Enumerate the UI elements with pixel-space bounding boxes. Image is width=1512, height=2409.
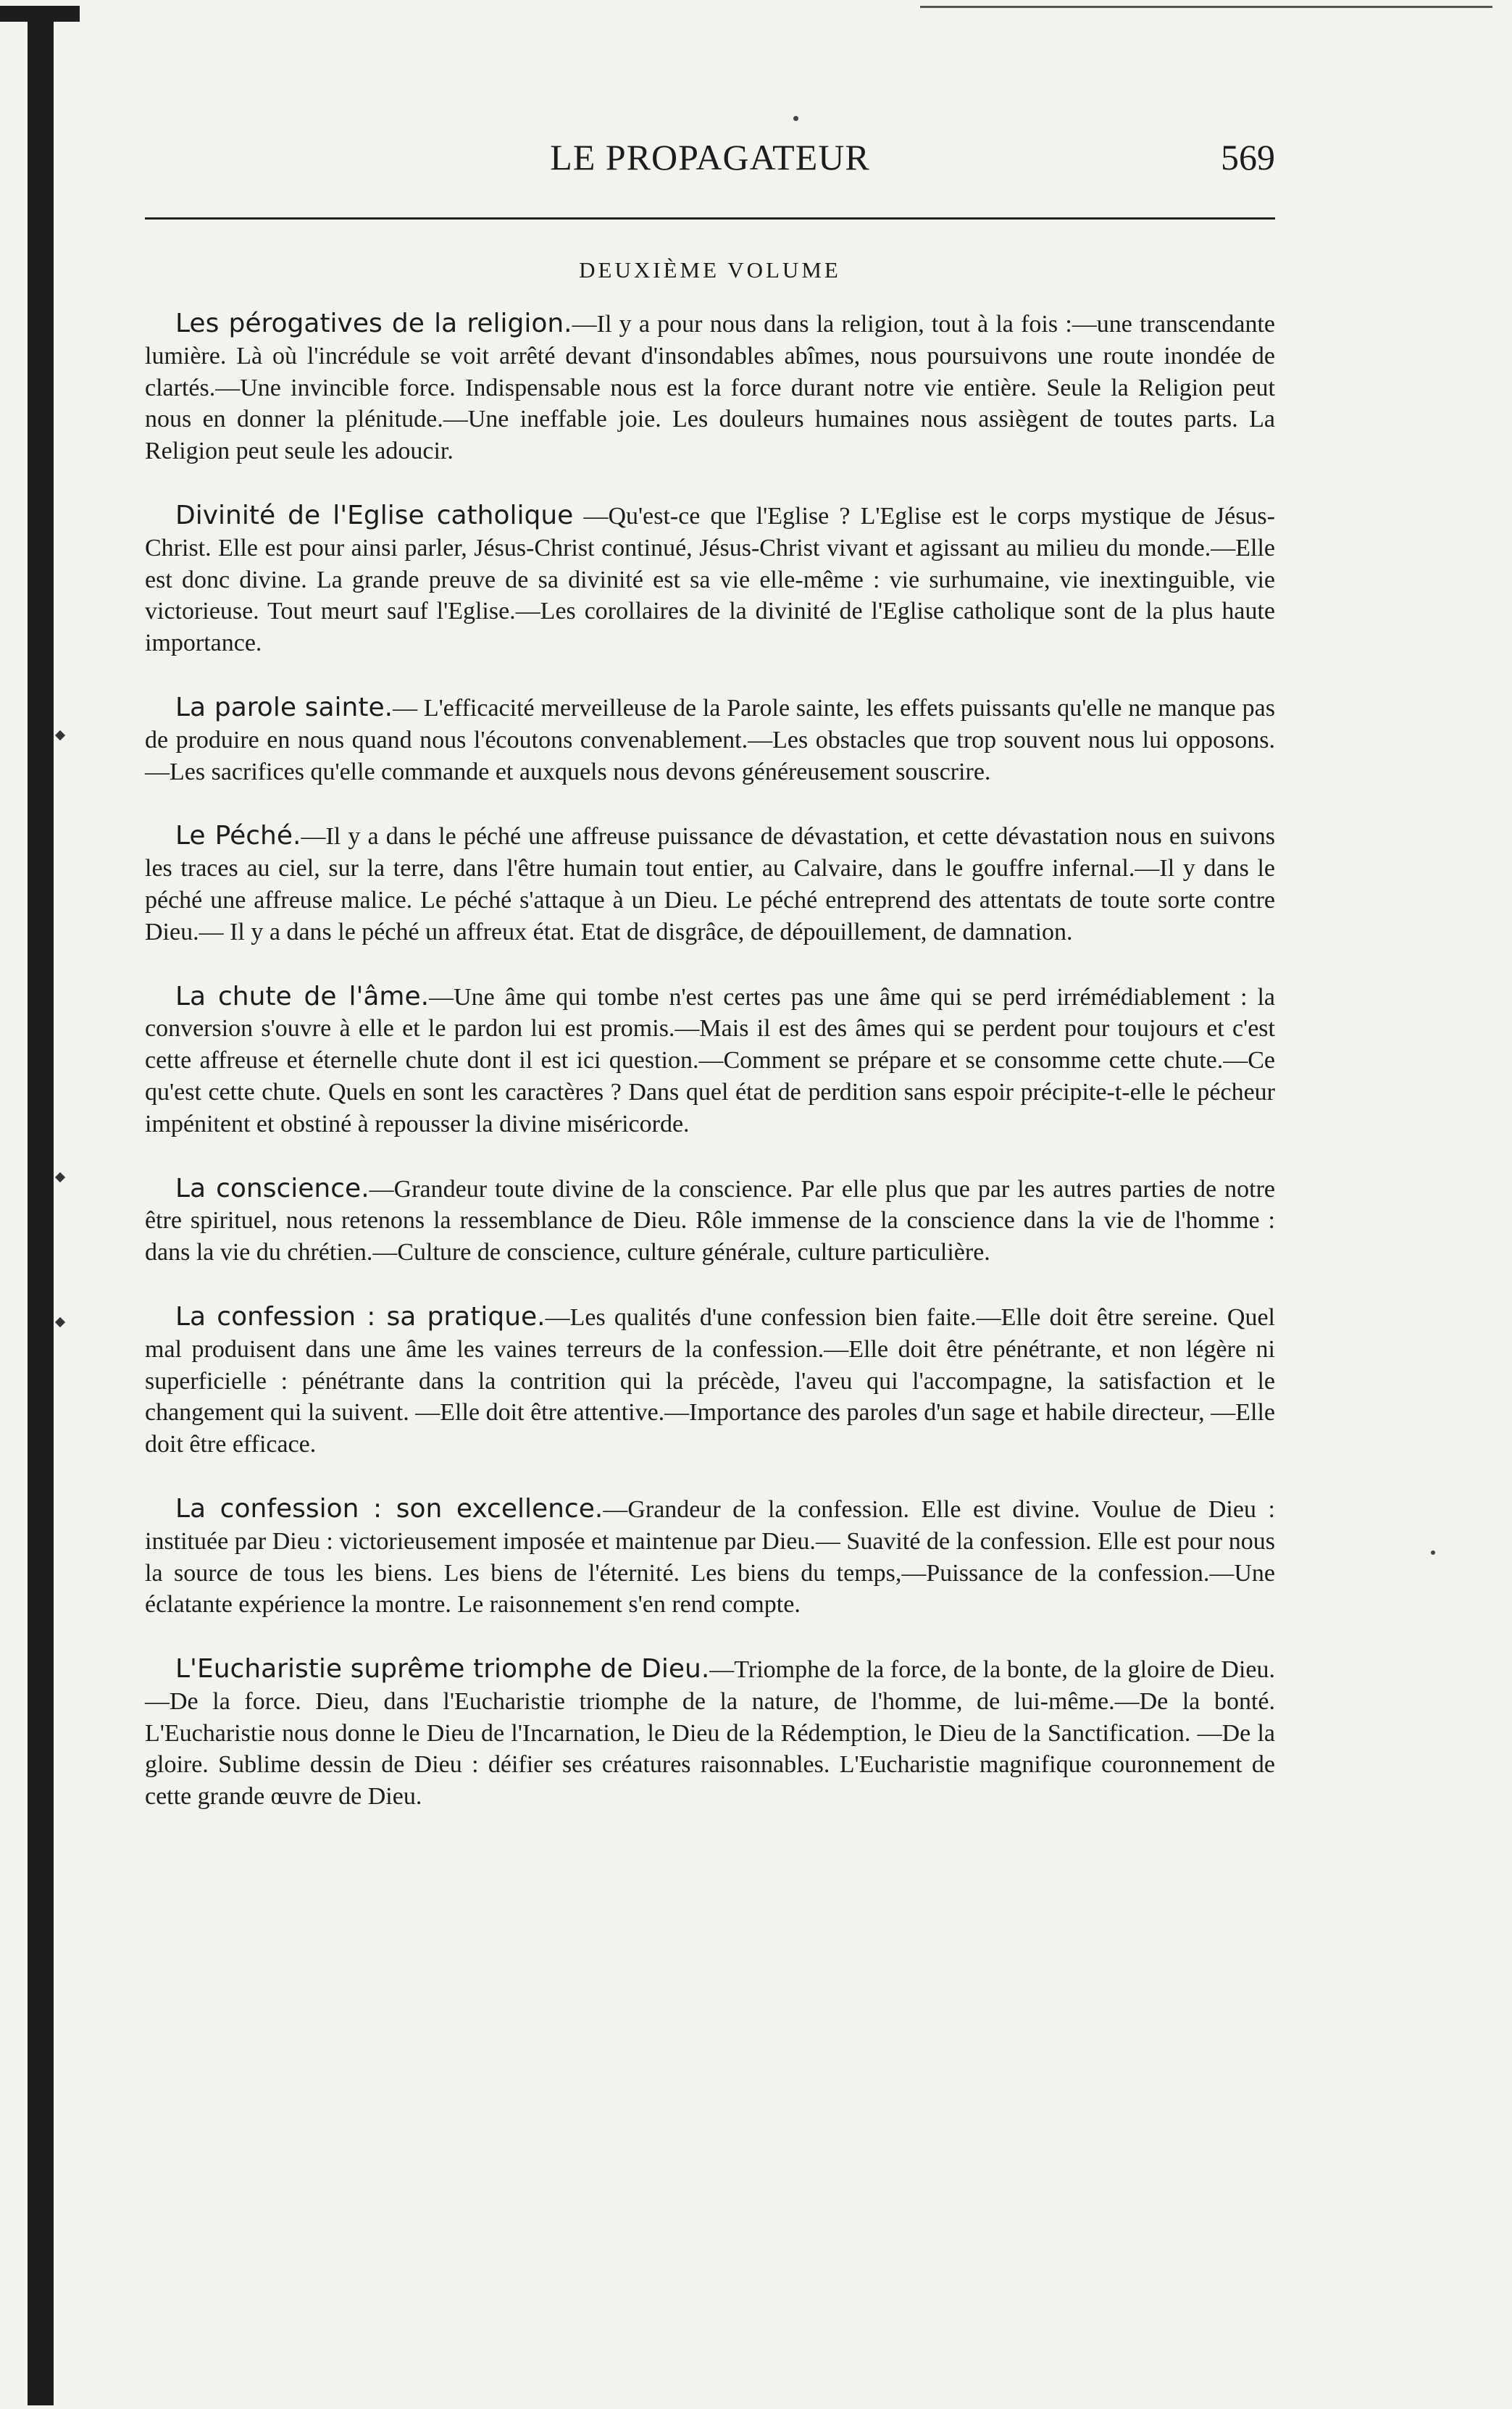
top-edge-rule	[920, 6, 1492, 8]
entry-chute-ame	[145, 981, 1275, 1140]
entry-body: —Il y a pour nous dans la religion, tout à la fois :—une transcendante lumière. Là où l'incrédule se voit arrêté devant d'insondables abîmes, nous poursuivons une route inondée de clartés.—Une invincible force. Indispensable nous est la force durant notre vie entière. Seule la Religion peut nous en donner la plénitude.—Une ineffable joie. Les douleurs humaines nous assiègent de toutes parts. La Religion peut seule les adoucir.	[145, 311, 1275, 465]
entry-parole-sainte	[145, 692, 1275, 788]
entry-body: —Triomphe de la force, de la bonte, de la gloire de Dieu.—De la force. Dieu, dans l'Eucharistie triomphe de la nature, de l'homme, de lui-même.—De la bonté. L'Eucharistie nous donne le Dieu de l'Incarnation, le Dieu de la Rédemption, le Dieu de la Sanctification. —De la gloire. Sublime dessin de Dieu : déifier ses créatures raisonnables. L'Eucharistie magnifique couronnement de cette grande œuvre de Dieu.	[145, 1656, 1275, 1811]
entry-body: —Qu'est-ce que l'Eglise ? L'Eglise est le corps mystique de Jésus-Christ. Elle est pour ainsi parler, Jésus-Christ continué, Jésus-Christ vivant et agissant au milieu du monde.—Elle est donc divine. La grande preuve de sa divinité est sa vie elle-même : vie surhumaine, vie inextinguible, vie victorieuse. Tout meurt sauf l'Eglise.—Les corollaires de la divinité de l'Eglise catholique sont de la plus haute importance.	[145, 502, 1275, 657]
entry-list	[145, 308, 1275, 1845]
entry-confession-excellence	[145, 1493, 1275, 1621]
entry-body: —Une âme qui tombe n'est certes pas une âme qui se perd irrémédiablement : la conversion s'ouvre à elle et le pardon lui est promis.—Mais il est des âmes qui se perdent pour toujours et c'est cette affreuse et éternelle chute dont il est ici question.—Comment se prépare et se consomme cette chute.—Ce qu'est cette chute. Quels en sont les caractères ? Dans quel état de perdition sans espoir précipite-t-elle le pécheur impénitent et obstiné à repousser la divine miséricorde.	[145, 983, 1275, 1137]
print-speck	[793, 116, 798, 121]
volume-heading: DEUXIÈME VOLUME	[579, 257, 841, 283]
entry-title: Divinité de l'Eglise catholique	[175, 500, 574, 530]
entry-title: La chute de l'âme.	[175, 981, 430, 1011]
binding-mark	[55, 1317, 65, 1327]
print-speck	[1431, 1550, 1435, 1555]
entry-body: —Grandeur de la confession. Elle est divine. Voulue de Dieu : instituée par Dieu : victorieusement imposée et maintenue par Dieu.— Suavité de la confession. Elle est pour nous la source de tous les biens. Les biens de l'éternité. Les biens du temps,—Puissance de la confession.—Une éclatante expérience la montre. Le raisonnement s'en rend compte.	[145, 1495, 1275, 1619]
entry-confession-pratique	[145, 1301, 1275, 1461]
entry-title: Le Péché.	[175, 821, 301, 851]
entry-body: —Il y a dans le péché une affreuse puissance de dévastation, et cette dévastation nous en suivons les traces au ciel, sur la terre, dans l'être humain tout entier, au Calvaire, dans le gouffre infernal.—Il y dans le péché une affreuse malice. Le péché s'attaque à un Dieu. Le péché entreprend des attentats de toute sorte contre Dieu.— Il y a dans le péché un affreux état. Etat de disgrâce, de dépouillement, de damnation.	[145, 823, 1275, 945]
entry-eucharistie	[145, 1653, 1275, 1813]
entry-title: La confession : sa pratique.	[175, 1301, 546, 1332]
spine-binding-bar	[28, 14, 54, 2405]
book-spine	[0, 0, 87, 2409]
entry-title: La confession : son excellence.	[175, 1493, 603, 1524]
entry-divinite-eglise	[145, 500, 1275, 659]
running-title: LE PROPAGATEUR	[550, 137, 870, 178]
header-rule	[145, 217, 1275, 220]
entry-title: Les pérogatives de la religion.	[175, 309, 572, 338]
binding-mark	[55, 730, 65, 740]
entry-title: La parole sainte.	[175, 692, 393, 722]
binding-mark	[55, 1172, 65, 1182]
entry-peche	[145, 820, 1275, 948]
entry-title: La conscience.	[175, 1173, 369, 1203]
entry-title: L'Eucharistie suprême triomphe de Dieu.	[175, 1654, 710, 1684]
entry-prerogatives-religion	[145, 308, 1275, 467]
entry-body: —Les qualités d'une confession bien faite.—Elle doit être sereine. Quel mal produisent dans une âme les vaines terreurs de la confession.—Elle doit être pénétrante, et non légère ni superficielle : pénétrante dans la contrition qui la précède, l'aveu qui l'accompagne, la satisfaction et le changement qui la suivent. —Elle doit être attentive.—Importance des paroles d'un sage et habile directeur, —Elle doit être efficace.	[145, 1303, 1275, 1458]
entry-body: —Grandeur toute divine de la conscience. Par elle plus que par les autres parties de notre être spirituel, nous retenons la ressemblance de Dieu. Rôle immense de la conscience dans la vie de l'homme : dans la vie du chrétien.—Culture de conscience, culture générale, culture particulière.	[145, 1175, 1275, 1266]
running-head	[145, 136, 1275, 187]
entry-body: — L'efficacité merveilleuse de la Parole sainte, les effets puissants qu'elle ne manque pas de produire en nous quand nous l'écoutons convenablement.—Les obstacles que trop souvent nous lui opposons.—Les sacrifices qu'elle commande et auxquels nous devons généreusement souscrire.	[145, 694, 1275, 785]
entry-conscience	[145, 1173, 1275, 1269]
page-number: 569	[1221, 137, 1275, 178]
